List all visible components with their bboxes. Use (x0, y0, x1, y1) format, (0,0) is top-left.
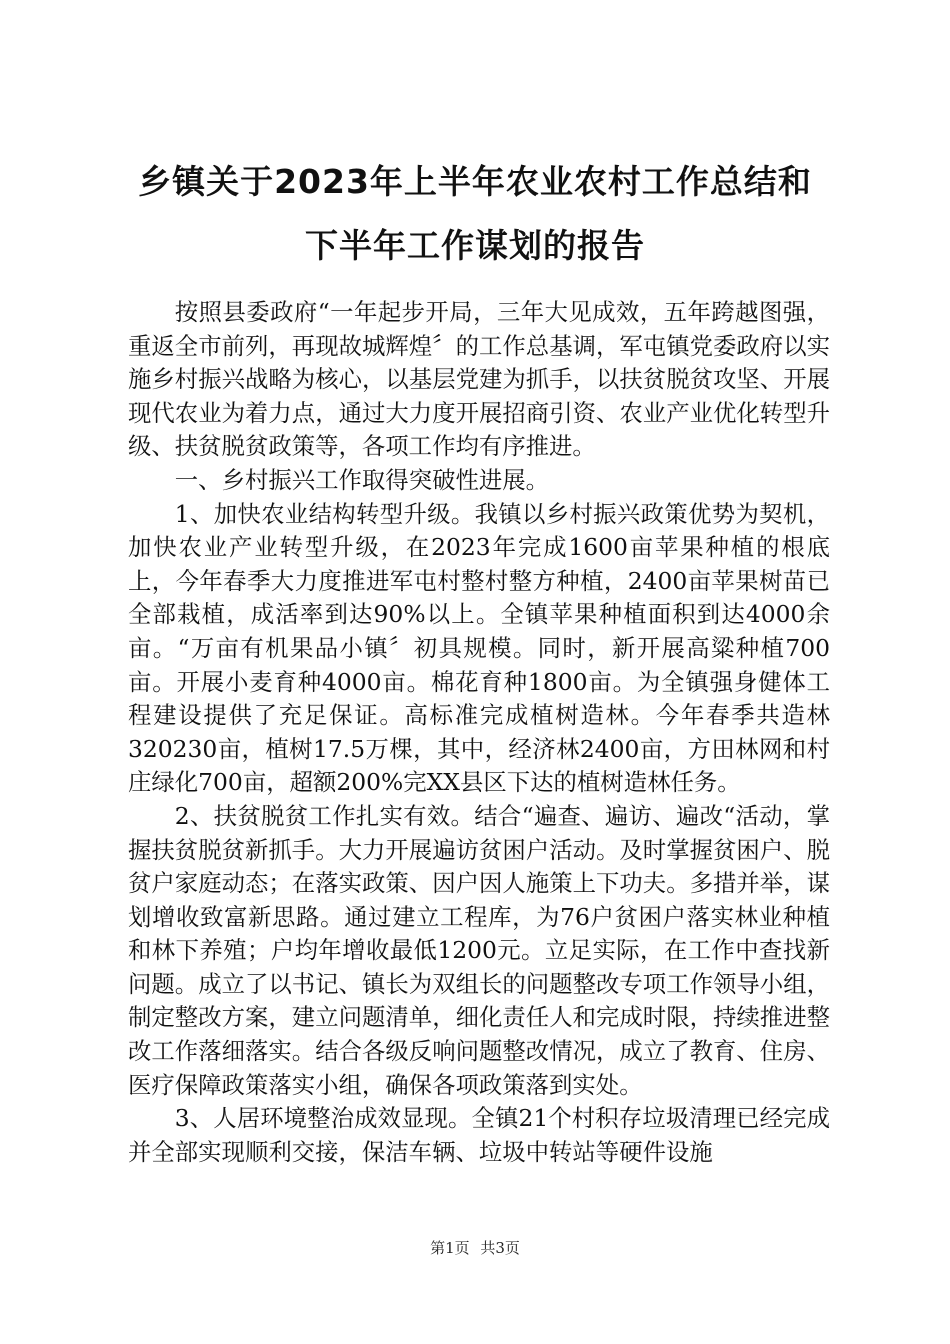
paragraph-agriculture: 1、加快农业结构转型升级。我镇以乡村振兴政策优势为契机，加快农业产业转型升级，在2023年完成1600亩苹果种植的根底上，今年春季大力度推进军屯村整村整方种植，2400亩苹果树苗已全部栽植，成活率到达90%以上。全镇苹果种植面积到达4000余亩。“万亩有机果品小镇〞初具规模。同时，新开展高粱种植700亩。开展小麦育种4000亩。棉花育种1800亩。为全镇强身健体工程建设提供了充足保证。高标准完成植树造林。今年春季共造林320230亩，植树17.5万棵，其中，经济林2400亩，方田林网和村庄绿化700亩，超额200%完XX县区下达的植树造林任务。 (128, 499, 830, 797)
paragraph-environment: 3、人居环境整治成效显现。全镇21个村积存垃圾清理已经完成并全部实现顺利交接，保洁车辆、垃圾中转站等硬件设施 (128, 1104, 830, 1166)
section-heading-1: 一、乡村振兴工作取得突破性进展。 (174, 465, 550, 494)
page-number-total: 共3页 (480, 1239, 520, 1257)
paragraph-intro: 按照县委政府“一年起步开局，三年大见成效，五年跨越图强，重返全市前列，再现故城辉煌〞的工作总基调，军屯镇党委政府以实施乡村振兴战略为核心，以基层党建为抓手，以扶贫脱贫攻坚、开展现代农业为着力点，通过大力度开展招商引资、农业产业优化转型升级、扶贫脱贫政策等，各项工作均有序推进。 (128, 298, 830, 461)
paragraph-poverty-relief: 2、扶贫脱贫工作扎实有效。结合“遍查、遍访、遍改“活动，掌握扶贫脱贫新抓手。大力开展遍访贫困户活动。及时掌握贫困户、脱贫户家庭动态；在落实政策、因户因人施策上下功夫。多措并举，谋划增收致富新思路。通过建立工程库，为76户贫困户落实林业种植和林下养殖；户均年增收最低1200元。立足实际，在工作中查找新问题。成立了以书记、镇长为双组长的问题整改专项工作领导小组，制定整改方案，建立问题清单，细化责任人和完成时限，持续推进整改工作落细落实。结合各级反响问题整改情况，成立了教育、住房、医疗保障政策落实小组，确保各项政策落到实处。 (128, 801, 830, 1099)
page-number-current: 第1页 (430, 1239, 470, 1257)
document-title-line-2: 下半年工作谋划的报告 (305, 226, 645, 265)
document-body (128, 296, 830, 1169)
page-footer (0, 1238, 950, 1258)
document-title-line-1: 乡镇关于2023年上半年农业农村工作总结和 (138, 162, 812, 201)
